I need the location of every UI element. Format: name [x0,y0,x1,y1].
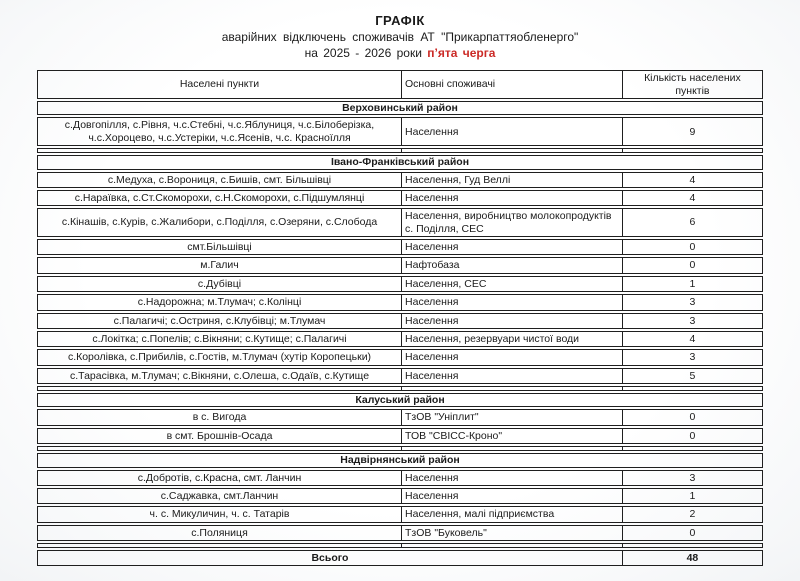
table-body [37,101,763,566]
settlements-cell: м.Галич [37,257,402,273]
separator-cell [402,543,623,548]
count-cell: 0 [623,257,763,273]
separator-row [37,148,763,153]
section-header-row [37,101,763,115]
table-row [37,190,763,206]
outage-schedule-table [37,68,763,568]
settlements-cell: в с. Вигода [37,409,402,425]
section-name-cell: Івано-Франківський район [37,155,763,169]
consumers-cell: Населення [402,313,623,329]
count-cell: 3 [623,470,763,486]
count-cell: 1 [623,276,763,292]
settlements-cell: смт.Більшівці [37,239,402,255]
separator-cell [37,386,402,391]
separator-cell [623,543,763,548]
header-count: Кількість населених пунктів [623,70,763,99]
title-period [0,46,800,61]
table-row [37,117,763,146]
settlements-cell: с.Кінашів, с.Курів, с.Жалибори, с.Поділля, с.Озеряни, с.Слобода [37,208,402,237]
count-cell: 0 [623,409,763,425]
consumers-cell: Населення, Гуд Веллі [402,172,623,188]
section-header-row [37,453,763,467]
count-cell: 4 [623,331,763,347]
consumers-cell: Населення [402,294,623,310]
consumers-cell: ТзОВ "Буковель" [402,525,623,541]
settlements-cell: с.Королівка, с.Прибилів, с.Гостів, м.Тлумач (хутір Коропецьки) [37,349,402,365]
total-value-cell: 48 [623,550,763,566]
separator-row [37,543,763,548]
settlements-cell: с.Локітка; с.Попелів; с.Вікняни; с.Кутище; с.Палагичі [37,331,402,347]
separator-cell [623,446,763,451]
consumers-cell: ТОВ "СВІСС-Кроно" [402,428,623,444]
table-row [37,428,763,444]
table-row [37,172,763,188]
table-row [37,313,763,329]
consumers-cell: Населення [402,349,623,365]
section-name-cell: Надвірнянський район [37,453,763,467]
consumers-cell: Нафтобаза [402,257,623,273]
count-cell: 0 [623,239,763,255]
separator-cell [402,386,623,391]
settlements-cell: с.Тарасівка, м.Тлумач; с.Вікняни, с.Олеша, с.Одаїв, с.Кутище [37,368,402,384]
separator-cell [37,148,402,153]
table-row [37,368,763,384]
separator-cell [402,446,623,451]
settlements-cell: с.Нараївка, с.Ст.Скоморохи, с.Н.Скоморохи, с.Підшумлянці [37,190,402,206]
separator-cell [623,386,763,391]
table-row [37,409,763,425]
settlements-cell: с.Медуха, с.Ворониця, с.Бишів, смт. Більшівці [37,172,402,188]
section-name-cell: Верховинський район [37,101,763,115]
section-header-row [37,393,763,407]
count-cell: 2 [623,506,763,522]
table-row [37,488,763,504]
table-row [37,470,763,486]
table-header-row [37,70,763,99]
count-cell: 5 [623,368,763,384]
table-row [37,276,763,292]
document-title-block [0,0,800,61]
title-period-prefix: на 2025 - 2026 роки [304,46,422,61]
table-row [37,257,763,273]
table-row [37,331,763,347]
separator-row [37,386,763,391]
consumers-cell: Населення [402,190,623,206]
settlements-cell: в смт. Брошнів-Осада [37,428,402,444]
total-label-cell: Всього [37,550,623,566]
settlements-cell: с.Добротів, с.Красна, смт. Ланчин [37,470,402,486]
header-consumers: Основні споживачі [402,70,623,99]
consumers-cell: Населення [402,239,623,255]
consumers-cell: Населення, резервуари чистої води [402,331,623,347]
settlements-cell: с.Надорожна; м.Тлумач; с.Колінці [37,294,402,310]
settlements-cell: с.Саджавка, смт.Ланчин [37,488,402,504]
consumers-cell: Населення [402,368,623,384]
count-cell: 4 [623,172,763,188]
section-header-row [37,155,763,169]
count-cell: 3 [623,313,763,329]
table-row [37,294,763,310]
count-cell: 0 [623,525,763,541]
settlements-cell: с.Поляниця [37,525,402,541]
consumers-cell: Населення [402,470,623,486]
separator-cell [402,148,623,153]
count-cell: 3 [623,349,763,365]
count-cell: 9 [623,117,763,146]
consumers-cell: Населення, СЕС [402,276,623,292]
separator-cell [37,446,402,451]
title-main: ГРАФІК [375,13,425,28]
count-cell: 1 [623,488,763,504]
consumers-cell: Населення, малі підприємства [402,506,623,522]
table-row [37,349,763,365]
settlements-cell: с.Довгопілля, с.Рівня, ч.с.Стебні, ч.с.Яблуниця, ч.с.Білоберізка, ч.с.Хороцево, ч.с.Устеріки, ч.с.Ясенів, ч.с. Красноїлля [37,117,402,146]
consumers-cell: Населення [402,117,623,146]
consumers-cell: ТзОВ "Уніплит" [402,409,623,425]
title-queue-highlight: п’ята черга [427,46,496,61]
total-row [37,550,763,566]
settlements-cell: с.Палагичі; с.Остриня, с.Клубівці; м.Тлумач [37,313,402,329]
table-row [37,239,763,255]
consumers-cell: Населення [402,488,623,504]
count-cell: 3 [623,294,763,310]
title-subtitle: аварійних відключень споживачів АТ "Прикарпаттяобленерго" [221,30,579,45]
count-cell: 6 [623,208,763,237]
count-cell: 0 [623,428,763,444]
separator-row [37,446,763,451]
separator-cell [623,148,763,153]
separator-cell [37,543,402,548]
table-row [37,506,763,522]
header-settlements: Населені пункти [37,70,402,99]
settlements-cell: с.Дубівці [37,276,402,292]
settlements-cell: ч. с. Микуличин, ч. с. Татарів [37,506,402,522]
table-row [37,208,763,237]
consumers-cell: Населення, виробництво молокопродуктів с. Поділля, СЕС [402,208,623,237]
count-cell: 4 [623,190,763,206]
section-name-cell: Калуський район [37,393,763,407]
table-row [37,525,763,541]
